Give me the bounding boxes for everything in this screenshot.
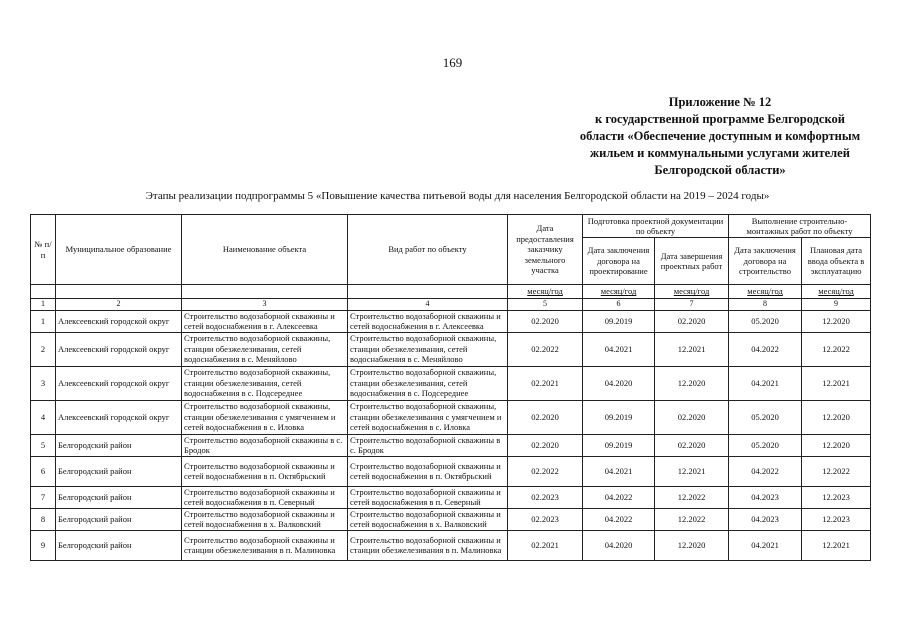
row-number: 9 xyxy=(31,530,56,560)
commissioning-cell: 12.2023 xyxy=(802,508,871,530)
design-contract-cell: 04.2020 xyxy=(583,530,655,560)
header-object-name: Наименование объекта xyxy=(182,215,348,285)
design-completion-cell: 02.2020 xyxy=(655,434,729,456)
construction-contract-cell: 04.2021 xyxy=(729,366,802,400)
table-row xyxy=(31,332,871,366)
work-type-cell: Строительство водозаборной скважины, станции обезжелезивания, сетей водоснабжения в с. Подсереднее xyxy=(348,366,508,400)
row-number: 7 xyxy=(31,486,56,508)
commissioning-cell: 12.2020 xyxy=(802,400,871,434)
construction-contract-cell: 05.2020 xyxy=(729,310,802,332)
unit-cell: месяц/год xyxy=(583,285,655,299)
row-number: 4 xyxy=(31,400,56,434)
design-contract-cell: 09.2019 xyxy=(583,310,655,332)
unit-cell: месяц/год xyxy=(729,285,802,299)
land-date-cell: 02.2022 xyxy=(508,456,583,486)
header-construction-group: Выполнение строительно-монтажных работ по объекту xyxy=(729,215,871,238)
land-date-cell: 02.2021 xyxy=(508,530,583,560)
municipality-cell: Белгородский район xyxy=(56,456,182,486)
object-name-cell: Строительство водозаборной скважины, станции обезжелезивания, сетей водоснабжения в с. Подсереднее xyxy=(182,366,348,400)
land-date-cell: 02.2020 xyxy=(508,434,583,456)
construction-contract-cell: 05.2020 xyxy=(729,400,802,434)
appendix-line: Приложение № 12 xyxy=(668,95,772,109)
land-date-cell: 02.2020 xyxy=(508,400,583,434)
table-row xyxy=(31,486,871,508)
page-number: 169 xyxy=(442,55,463,70)
column-number-row xyxy=(31,299,871,311)
work-type-cell: Строительство водозаборной скважины и сетей водоснабжения в п. Северный xyxy=(348,486,508,508)
design-completion-cell: 12.2022 xyxy=(655,486,729,508)
commissioning-cell: 12.2021 xyxy=(802,530,871,560)
design-completion-cell: 12.2021 xyxy=(655,456,729,486)
column-number: 7 xyxy=(655,299,729,311)
object-name-cell: Строительство водозаборной скважины, станции обезжелезивания, сетей водоснабжения в с. Меняйлово xyxy=(182,332,348,366)
object-name-cell: Строительство водозаборной скважины и сетей водоснабжения в п. Северный xyxy=(182,486,348,508)
work-type-cell: Строительство водозаборной скважины в с. Бродок xyxy=(348,434,508,456)
design-contract-cell: 09.2019 xyxy=(583,400,655,434)
header-row-1 xyxy=(31,215,871,238)
land-date-cell: 02.2021 xyxy=(508,366,583,400)
header-construction-contract: Дата заключения договора на строительство xyxy=(729,238,802,285)
construction-contract-cell: 04.2023 xyxy=(729,486,802,508)
work-type-cell: Строительство водозаборной скважины и сетей водоснабжения в х. Валковский xyxy=(348,508,508,530)
construction-contract-cell: 05.2020 xyxy=(729,434,802,456)
work-type-cell: Строительство водозаборной скважины и станции обезжелезивания в п. Малиновка xyxy=(348,530,508,560)
table-row xyxy=(31,456,871,486)
design-contract-cell: 04.2021 xyxy=(583,456,655,486)
header-municipality: Муниципальное образование xyxy=(56,215,182,285)
work-type-cell: Строительство водозаборной скважины, станции обезжелезивания, сетей водоснабжения в с. Меняйлово xyxy=(348,332,508,366)
design-contract-cell: 09.2019 xyxy=(583,434,655,456)
municipality-cell: Белгородский район xyxy=(56,434,182,456)
column-number: 9 xyxy=(802,299,871,311)
header-design-contract: Дата заключения договора на проектирование xyxy=(583,238,655,285)
column-number: 8 xyxy=(729,299,802,311)
design-contract-cell: 04.2020 xyxy=(583,366,655,400)
row-number: 3 xyxy=(31,366,56,400)
header-work-type: Вид работ по объекту xyxy=(348,215,508,285)
table-row xyxy=(31,366,871,400)
design-completion-cell: 12.2022 xyxy=(655,508,729,530)
table-row xyxy=(31,400,871,434)
unit-cell-empty xyxy=(348,285,508,299)
header-num: № п/п xyxy=(31,215,56,285)
row-number: 8 xyxy=(31,508,56,530)
object-name-cell: Строительство водозаборной скважины в с. Бродок xyxy=(182,434,348,456)
appendix-line: жильем и коммунальными услугами жителей xyxy=(590,146,850,160)
municipality-cell: Белгородский район xyxy=(56,530,182,560)
construction-contract-cell: 04.2023 xyxy=(729,508,802,530)
column-number: 4 xyxy=(348,299,508,311)
header-design-completion: Дата завершения проектных работ xyxy=(655,238,729,285)
municipality-cell: Алексеевский городской округ xyxy=(56,310,182,332)
work-type-cell: Строительство водозаборной скважины и сетей водоснабжения в г. Алексеевка xyxy=(348,310,508,332)
municipality-cell: Алексеевский городской округ xyxy=(56,400,182,434)
municipality-cell: Белгородский район xyxy=(56,508,182,530)
municipality-cell: Алексеевский городской округ xyxy=(56,332,182,366)
table-title: Этапы реализации подпрограммы 5 «Повышение качества питьевой воды для населения Белгородской области на 2019 – 2024 годы» xyxy=(145,190,770,202)
land-date-cell: 02.2023 xyxy=(508,508,583,530)
unit-cell-empty xyxy=(182,285,348,299)
design-completion-cell: 12.2021 xyxy=(655,332,729,366)
column-number: 1 xyxy=(31,299,56,311)
stages-table xyxy=(30,214,871,561)
municipality-cell: Белгородский район xyxy=(56,486,182,508)
unit-cell: месяц/год xyxy=(655,285,729,299)
construction-contract-cell: 04.2022 xyxy=(729,456,802,486)
unit-cell: месяц/год xyxy=(802,285,871,299)
object-name-cell: Строительство водозаборной скважины и сетей водоснабжения в х. Валковский xyxy=(182,508,348,530)
construction-contract-cell: 04.2021 xyxy=(729,530,802,560)
unit-row xyxy=(31,285,871,299)
table-row xyxy=(31,530,871,560)
appendix-line: к государственной программе Белгородской xyxy=(595,112,845,126)
design-completion-cell: 12.2020 xyxy=(655,366,729,400)
design-completion-cell: 02.2020 xyxy=(655,400,729,434)
land-date-cell: 02.2022 xyxy=(508,332,583,366)
object-name-cell: Строительство водозаборной скважины и сетей водоснабжения в г. Алексеевка xyxy=(182,310,348,332)
unit-cell-empty xyxy=(31,285,56,299)
land-date-cell: 02.2023 xyxy=(508,486,583,508)
row-number: 6 xyxy=(31,456,56,486)
row-number: 1 xyxy=(31,310,56,332)
construction-contract-cell: 04.2022 xyxy=(729,332,802,366)
column-number: 5 xyxy=(508,299,583,311)
object-name-cell: Строительство водозаборной скважины и станции обезжелезивания в п. Малиновка xyxy=(182,530,348,560)
commissioning-cell: 12.2020 xyxy=(802,310,871,332)
design-contract-cell: 04.2022 xyxy=(583,486,655,508)
work-type-cell: Строительство водозаборной скважины и сетей водоснабжения в п. Октябрьский xyxy=(348,456,508,486)
commissioning-cell: 12.2021 xyxy=(802,366,871,400)
column-number: 3 xyxy=(182,299,348,311)
commissioning-cell: 12.2022 xyxy=(802,456,871,486)
row-number: 5 xyxy=(31,434,56,456)
table-body xyxy=(31,310,871,560)
unit-cell: месяц/год xyxy=(508,285,583,299)
design-contract-cell: 04.2022 xyxy=(583,508,655,530)
table-row xyxy=(31,310,871,332)
appendix-heading xyxy=(555,94,885,179)
land-date-cell: 02.2020 xyxy=(508,310,583,332)
header-design-group: Подготовка проектной документации по объекту xyxy=(583,215,729,238)
design-contract-cell: 04.2021 xyxy=(583,332,655,366)
header-land-date: Дата предоставления заказчику земельного участка xyxy=(508,215,583,285)
table-row xyxy=(31,434,871,456)
commissioning-cell: 12.2020 xyxy=(802,434,871,456)
appendix-line: области «Обеспечение доступным и комфортным xyxy=(579,129,861,143)
work-type-cell: Строительство водозаборной скважины, станции обезжелезивания с умягчением и сетей водоснабжения в с. Иловка xyxy=(348,400,508,434)
appendix-line: Белгородской области» xyxy=(654,163,786,177)
header-commissioning: Плановая дата ввода объекта в эксплуатацию xyxy=(802,238,871,285)
table-row xyxy=(31,508,871,530)
commissioning-cell: 12.2022 xyxy=(802,332,871,366)
column-number: 2 xyxy=(56,299,182,311)
row-number: 2 xyxy=(31,332,56,366)
design-completion-cell: 02.2020 xyxy=(655,310,729,332)
design-completion-cell: 12.2020 xyxy=(655,530,729,560)
object-name-cell: Строительство водозаборной скважины, станции обезжелезивания с умягчением и сетей водоснабжения в с. Иловка xyxy=(182,400,348,434)
commissioning-cell: 12.2023 xyxy=(802,486,871,508)
municipality-cell: Алексеевский городской округ xyxy=(56,366,182,400)
unit-cell-empty xyxy=(56,285,182,299)
column-number: 6 xyxy=(583,299,655,311)
object-name-cell: Строительство водозаборной скважины и сетей водоснабжения в п. Октябрьский xyxy=(182,456,348,486)
